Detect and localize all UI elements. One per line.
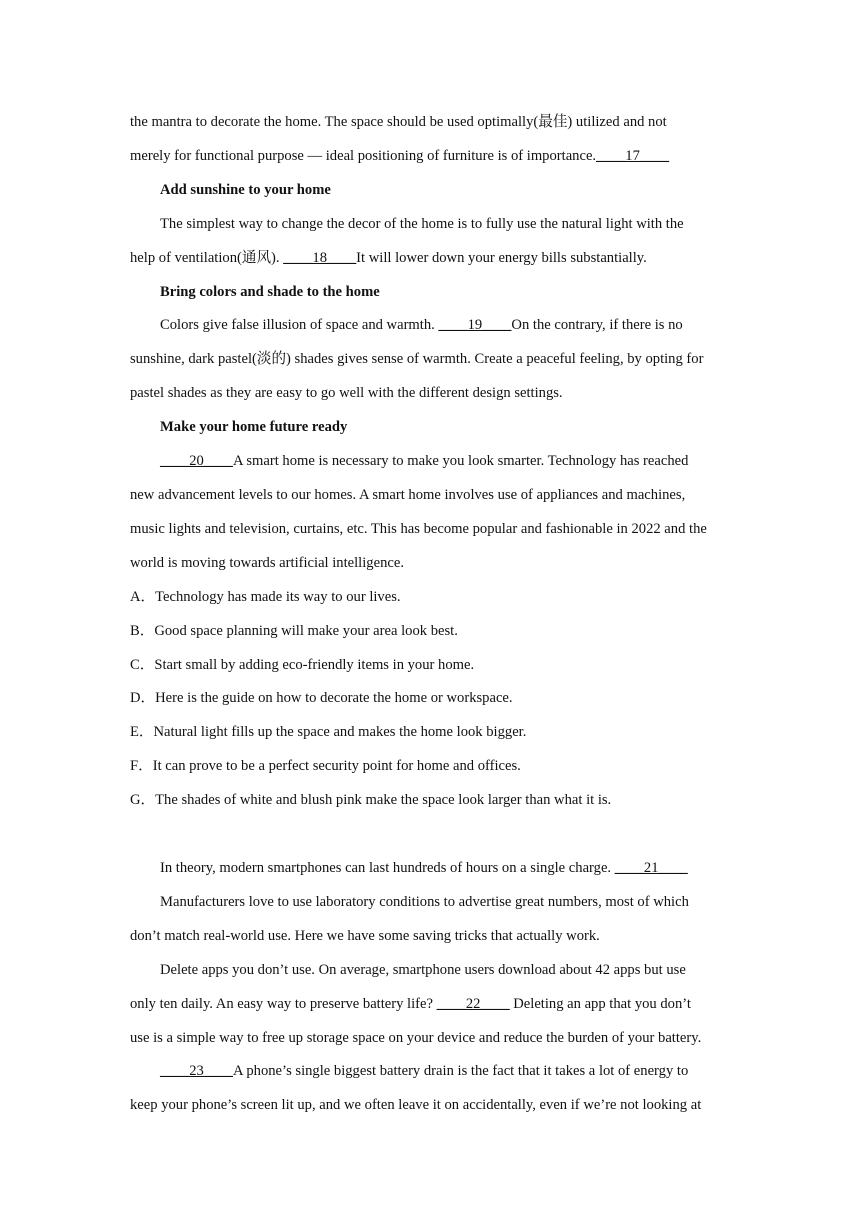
heading-colors: Bring colors and shade to the home <box>160 283 380 300</box>
option-d: D．Here is the guide on how to decorate the home or workspace. <box>130 690 513 707</box>
option-g: G．The shades of white and blush pink make the space look larger than what it is. <box>130 792 612 809</box>
p8-line2: keep your phone’s screen lit up, and we often leave it on accidentally, even if we’re not looking at <box>130 1097 702 1114</box>
p3-line1: Colors give false illusion of space and warmth. ____19____On the contrary, if there is no <box>160 317 683 334</box>
heading-future: Make your home future ready <box>160 419 348 436</box>
p6-line1: Manufacturers love to use laboratory conditions to advertise great numbers, most of which <box>160 893 689 910</box>
p4-line4: world is moving towards artificial intelligence. <box>130 554 404 571</box>
p2-line1: The simplest way to change the decor of the home is to fully use the natural light with the <box>160 215 684 232</box>
blank-20[interactable]: ____20____ <box>160 453 233 470</box>
p4-line2: new advancement levels to our homes. A smart home involves use of appliances and machines, <box>130 486 686 503</box>
p8-line1: ____23____A phone’s single biggest battery drain is the fact that it takes a lot of energy to <box>160 1063 689 1080</box>
blank-17[interactable]: ____17____ <box>596 147 670 164</box>
option-b: B．Good space planning will make your area look best. <box>130 622 458 639</box>
p1-line2: merely for functional purpose — ideal positioning of furniture is of importance.____17____ <box>130 147 670 164</box>
p3-line2: sunshine, dark pastel(淡的) shades gives sense of warmth. Create a peaceful feeling, by opting for <box>130 351 704 368</box>
blank-22[interactable]: ____22____ <box>436 995 510 1012</box>
blank-21[interactable]: ____21____ <box>614 860 688 877</box>
blank-19[interactable]: ____19____ <box>438 317 512 334</box>
p2-line2: help of ventilation(通风). ____18____It will lower down your energy bills substantially. <box>130 249 647 266</box>
p6-line2: don’t match real-world use. Here we have some saving tricks that actually work. <box>130 927 600 944</box>
p7-line2: only ten daily. An easy way to preserve battery life? ____22____ Deleting an app that you don’t <box>130 995 691 1012</box>
blank-18[interactable]: ____18____ <box>283 249 357 266</box>
heading-sunshine: Add sunshine to your home <box>160 181 331 198</box>
p4-line1: ____20____A smart home is necessary to make you look smarter. Technology has reached <box>160 453 689 470</box>
p1-line1: the mantra to decorate the home. The space should be used optimally(最佳) utilized and not <box>130 114 667 130</box>
section-gap <box>130 818 740 852</box>
option-f: F．It can prove to be a perfect security point for home and offices. <box>130 758 521 775</box>
document-page <box>130 106 740 1123</box>
option-c: C．Start small by adding eco-friendly items in your home. <box>130 656 475 673</box>
p3-line3: pastel shades as they are easy to go well with the different design settings. <box>130 385 563 402</box>
option-a: A．Technology has made its way to our lives. <box>130 588 401 605</box>
p7-line1: Delete apps you don’t use. On average, smartphone users download about 42 apps but use <box>160 961 686 978</box>
p5-line1: In theory, modern smartphones can last hundreds of hours on a single charge. ____21____ <box>160 860 688 877</box>
option-e: E．Natural light fills up the space and makes the home look bigger. <box>130 724 527 741</box>
p4-line3: music lights and television, curtains, etc. This has become popular and fashionable in 2022 and the <box>130 520 707 537</box>
p7-line3: use is a simple way to free up storage space on your device and reduce the burden of your battery. <box>130 1029 702 1046</box>
blank-23[interactable]: ____23____ <box>160 1063 233 1080</box>
